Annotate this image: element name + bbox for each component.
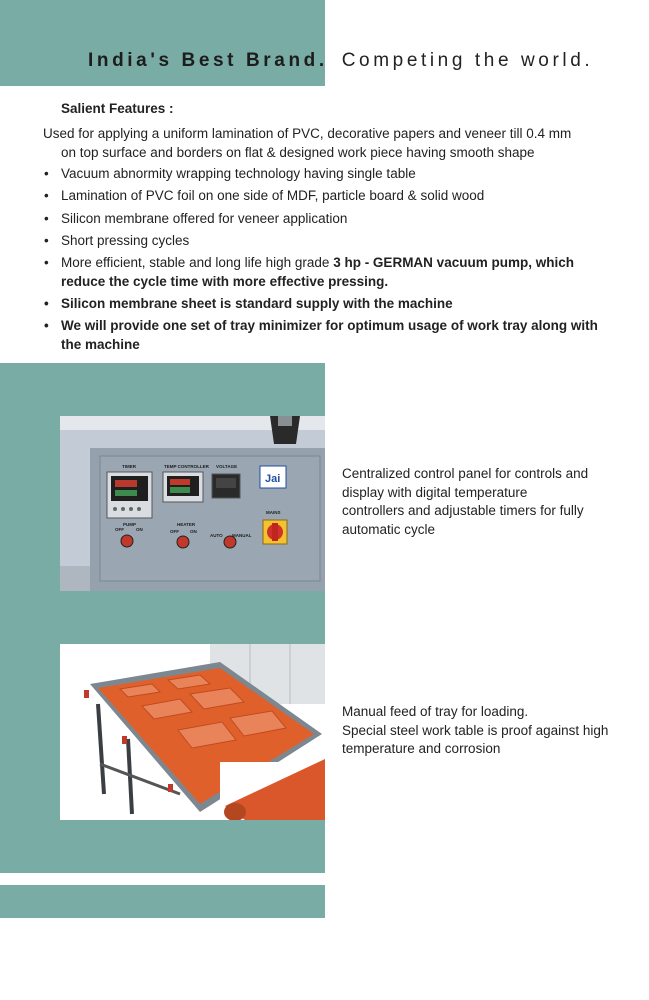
intro-line-1: Used for applying a uniform lamination of PVC, decorative papers and veneer till 0.4 mm <box>43 126 572 141</box>
list-item: • Vacuum abnormity wrapping technology having single table <box>43 165 603 184</box>
bullet-icon: • <box>44 210 49 226</box>
bullet-icon: • <box>44 255 49 271</box>
list-item: • Silicon membrane sheet is standard supply with the machine <box>43 295 603 314</box>
heater-off-label: OFF <box>170 529 179 534</box>
control-panel-caption: Centralized control panel for controls and display with digital temperature controllers and adjustable timers for fully automatic cycle <box>342 466 589 537</box>
features-heading: Salient Features : <box>61 101 174 116</box>
work-table-photo <box>60 644 325 820</box>
timer-label: TIMER <box>122 464 136 469</box>
table-caption-line-2: Special steel work table is proof against high temperature and corrosion <box>342 722 609 756</box>
work-table-caption <box>342 703 632 759</box>
voltage-label: VOLTAGE <box>216 464 238 469</box>
brand-logo: Jai <box>265 473 281 485</box>
control-panel-photo <box>60 416 325 591</box>
temp-controller-label: TEMP CONTROLLER <box>164 464 209 469</box>
bullet-icon: • <box>44 166 49 181</box>
list-item: • More efficient, stable and long life high grade 3 hp - GERMAN vacuum pump, which reduce the cycle time with more effective pressing. <box>44 255 574 289</box>
auto-label: AUTO <box>210 533 223 538</box>
tagline-brand: India's Best Brand. <box>88 50 328 71</box>
bullet-icon: • <box>44 232 49 248</box>
list-item: • Silicon membrane offered for veneer application <box>43 210 603 229</box>
feature-list <box>43 165 603 358</box>
intro-line-2: on top surface and borders on flat & designed work piece having smooth shape <box>61 145 535 160</box>
list-item: • Short pressing cycles <box>43 232 603 251</box>
tagline <box>88 50 593 72</box>
bullet-icon: • <box>44 295 49 311</box>
pump-off-label: OFF <box>115 527 124 532</box>
list-item: • We will provide one set of tray minimizer for optimum usage of work tray along with the machine <box>44 318 598 352</box>
pump-on-label: ON <box>136 527 143 532</box>
bullet-icon: • <box>44 318 49 334</box>
pump-label: PUMP <box>123 522 137 527</box>
list-item: • Lamination of PVC foil on one side of MDF, particle board & solid wood <box>43 187 603 206</box>
table-caption-line-1: Manual feed of tray for loading. <box>342 704 529 719</box>
mains-label: MAINS <box>266 510 281 515</box>
tagline-slogan: Competing the world. <box>341 50 594 71</box>
heater-on-label: ON <box>190 529 197 534</box>
manual-label: MANUAL <box>232 533 252 538</box>
header-band <box>0 0 325 86</box>
features-intro <box>43 124 623 162</box>
bullet-icon: • <box>44 188 49 204</box>
heater-label: HEATER <box>177 522 196 527</box>
footer-band <box>0 885 325 918</box>
